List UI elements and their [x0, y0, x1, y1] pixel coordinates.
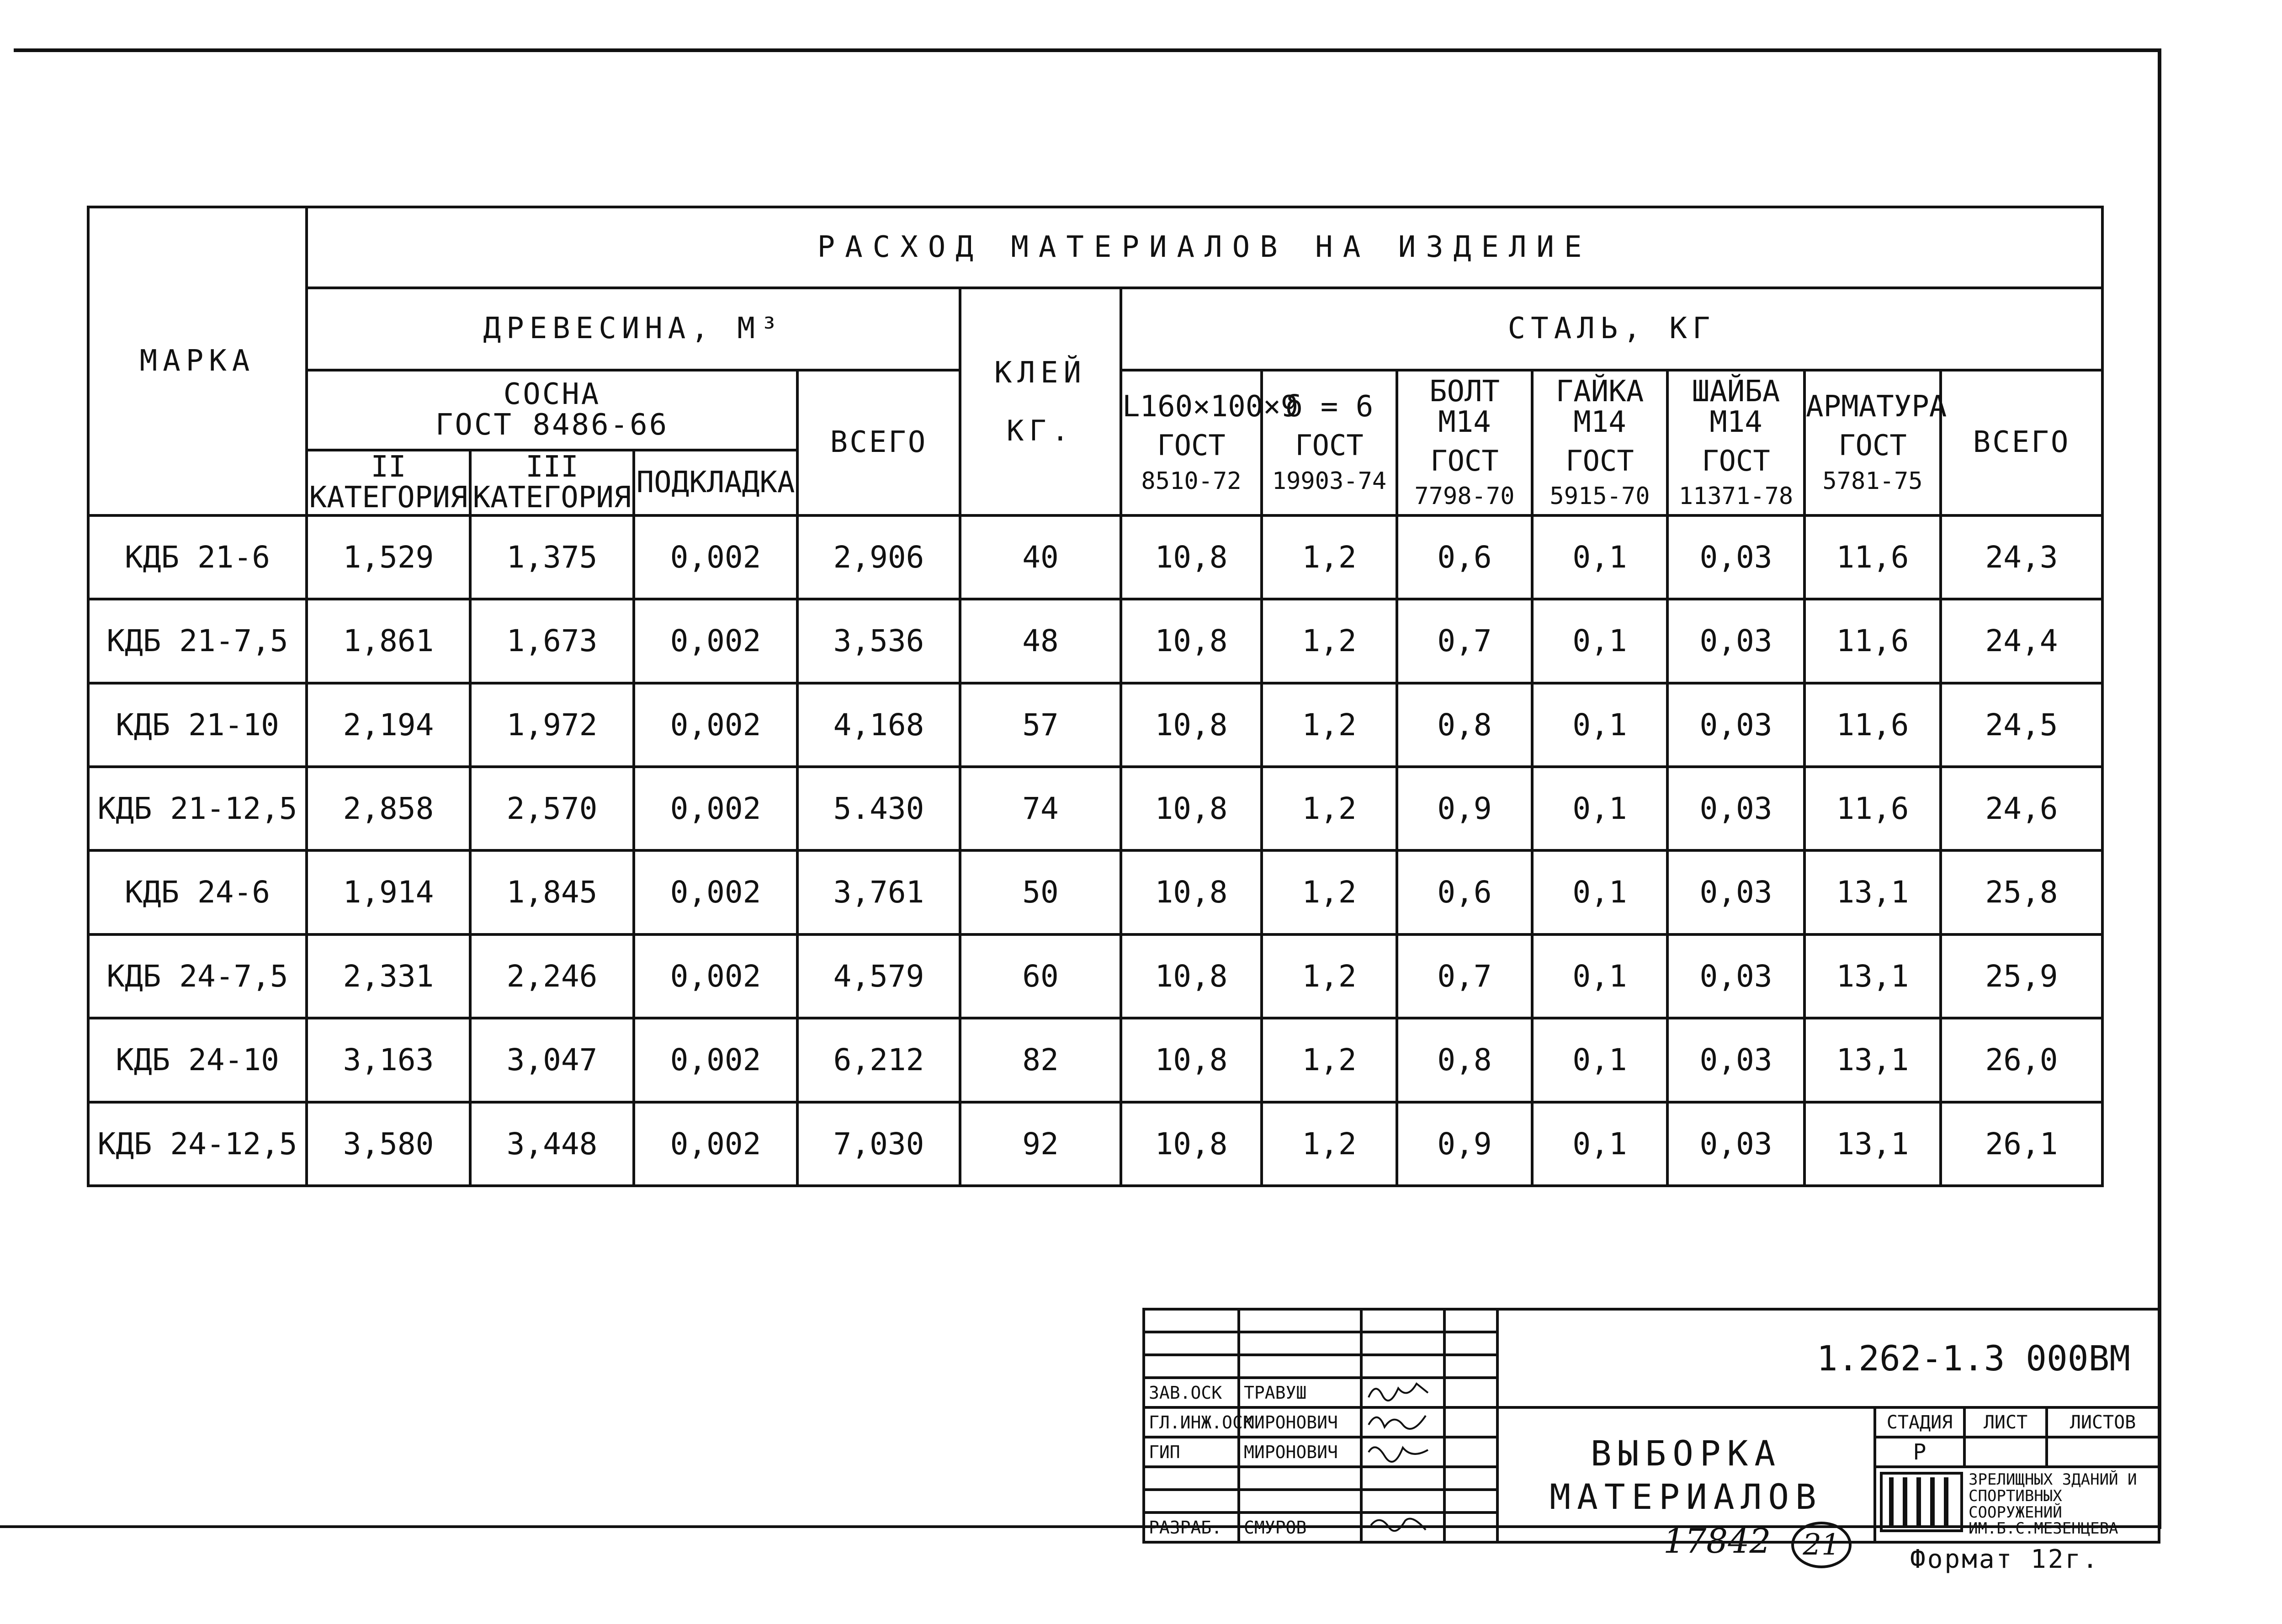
wood-col-cat3: III КАТЕГОРИЯ	[470, 450, 634, 515]
table-cell: 0,1	[1532, 934, 1667, 1018]
sheet-title: ВЫБОРКА МАТЕРИАЛОВ	[1497, 1407, 1875, 1542]
steel-col-std: ГОСТ	[1702, 444, 1770, 478]
table-cell: 1,2	[1262, 1018, 1397, 1102]
table-cell: 3,761	[797, 850, 960, 934]
table-cell: 0,002	[634, 850, 797, 934]
table-cell: 0,03	[1667, 599, 1804, 683]
signature-scribble	[1366, 1438, 1430, 1461]
table-cell: 1,529	[307, 515, 470, 599]
table-cell: 10,8	[1121, 767, 1262, 850]
table-cell: 0,03	[1667, 1102, 1804, 1186]
steel-col-angle	[1121, 370, 1299, 515]
table-cell: 1,2	[1262, 599, 1397, 683]
table-cell: 1,2	[1262, 850, 1397, 934]
wood-total-header: ВСЕГО	[797, 370, 960, 515]
signature-scribble	[1366, 1409, 1430, 1432]
table-cell: 2,331	[307, 934, 470, 1018]
table-cell: 26,0	[1941, 1018, 2102, 1102]
table-cell: 3,163	[307, 1018, 470, 1102]
table-cell: 1,845	[470, 850, 634, 934]
table-row	[88, 515, 2102, 599]
table-cell: 40	[960, 515, 1121, 599]
row-mark: КДБ 21-12,5	[88, 767, 307, 850]
table-cell: 10,8	[1121, 934, 1262, 1018]
table-cell: 3,536	[797, 599, 960, 683]
organization-logo	[1880, 1472, 1963, 1532]
table-cell: 1,2	[1262, 1102, 1397, 1186]
signature	[1361, 1513, 1444, 1542]
steel-col-washer	[1667, 370, 1804, 515]
table-cell: 1,375	[470, 515, 634, 599]
pine-title: СОСНА	[503, 377, 601, 411]
steel-total-header: ВСЕГО	[1941, 370, 2102, 515]
table-cell: 3,580	[307, 1102, 470, 1186]
frame-top-line	[14, 48, 2161, 52]
table-cell: 0,6	[1397, 850, 1532, 934]
table-cell: 2,906	[797, 515, 960, 599]
table-cell: 10,8	[1121, 1018, 1262, 1102]
table-cell: 0,1	[1532, 515, 1667, 599]
wood-group-header: ДРЕВЕСИНА, М³	[307, 288, 960, 370]
glue-header	[960, 288, 1121, 515]
main-title: РАСХОД МАТЕРИАЛОВ НА ИЗДЕЛИЕ	[307, 207, 2102, 288]
table-cell: 0,6	[1397, 515, 1532, 599]
table-cell: 10,8	[1121, 683, 1262, 767]
table-row	[88, 1102, 2102, 1186]
row-mark: КДБ 24-6	[88, 850, 307, 934]
table-cell: 25,8	[1941, 850, 2102, 934]
table-cell: 0,7	[1397, 599, 1532, 683]
table-cell: 0,1	[1532, 599, 1667, 683]
wood-col-cat2: II КАТЕГОРИЯ	[307, 450, 470, 515]
glue-label: КЛЕЙ	[994, 356, 1087, 390]
table-cell: 0,002	[634, 1102, 797, 1186]
row-mark: КДБ 24-10	[88, 1018, 307, 1102]
frame-right-line	[2158, 48, 2161, 1529]
document-code: 1.262-1.3 000ВМ	[1497, 1309, 2159, 1407]
page-number: 21	[1791, 1522, 1852, 1568]
table-cell: 0,1	[1532, 850, 1667, 934]
steel-col-rebar	[1804, 370, 1947, 515]
steel-col-num: 8510-72	[1141, 467, 1242, 495]
row-mark: КДБ 21-6	[88, 515, 307, 599]
table-cell: 0,03	[1667, 934, 1804, 1018]
stage-value: Р	[1875, 1437, 1964, 1467]
table-cell: 57	[960, 683, 1121, 767]
inventory-number: 17842	[1663, 1522, 1771, 1561]
table-cell: 50	[960, 850, 1121, 934]
steel-col-name: ГАЙКА М14	[1555, 374, 1644, 439]
table-cell: 11,6	[1804, 515, 1941, 599]
stage-label: СТАДИЯ	[1875, 1407, 1964, 1437]
table-cell: 25,9	[1941, 934, 2102, 1018]
table-cell: 26,1	[1941, 1102, 2102, 1186]
steel-col-std: ГОСТ	[1566, 444, 1634, 478]
table-cell: 0,1	[1532, 683, 1667, 767]
table-cell: 3,047	[470, 1018, 634, 1102]
steel-col-std: ГОСТ	[1295, 429, 1364, 462]
table-cell: 92	[960, 1102, 1121, 1186]
sheets-label: ЛИСТОВ	[2047, 1407, 2159, 1437]
table-cell: 13,1	[1804, 934, 1941, 1018]
steel-col-name: БОЛТ М14	[1429, 374, 1500, 439]
table-cell: 4,168	[797, 683, 960, 767]
person-name: МИРОНОВИЧ	[1239, 1407, 1361, 1437]
table-cell: 0,8	[1397, 683, 1532, 767]
table-cell: 0,03	[1667, 683, 1804, 767]
pine-standard: ГОСТ 8486-66	[435, 408, 669, 442]
steel-col-std: ГОСТ	[1430, 444, 1499, 478]
table-cell: 0,002	[634, 683, 797, 767]
table-cell: 13,1	[1804, 850, 1941, 934]
table-cell: 0,1	[1532, 1102, 1667, 1186]
row-mark: КДБ 24-7,5	[88, 934, 307, 1018]
table-cell: 0,03	[1667, 850, 1804, 934]
role-label: РАЗРАБ.	[1144, 1513, 1239, 1542]
format-label: Формат 12г.	[1910, 1544, 2100, 1574]
signature	[1361, 1378, 1444, 1407]
table-cell: 1,2	[1262, 515, 1397, 599]
steel-col-nut	[1532, 370, 1667, 515]
steel-col-name: ШАЙБА М14	[1692, 374, 1780, 439]
row-mark: КДБ 21-7,5	[88, 599, 307, 683]
steel-col-num: 7798-70	[1414, 483, 1515, 510]
table-cell: 3,448	[470, 1102, 634, 1186]
table-cell: 1,861	[307, 599, 470, 683]
table-row	[88, 683, 2102, 767]
table-cell: 48	[960, 599, 1121, 683]
steel-col-std: ГОСТ	[1838, 429, 1907, 462]
table-cell: 0,002	[634, 515, 797, 599]
table-cell: 0,1	[1532, 767, 1667, 850]
table-cell: 11,6	[1804, 599, 1941, 683]
table-cell: 0,9	[1397, 1102, 1532, 1186]
table-cell: 0,002	[634, 1018, 797, 1102]
signature-scribble	[1366, 1514, 1430, 1537]
role-label: ГИП	[1144, 1437, 1239, 1467]
table-cell: 1,972	[470, 683, 634, 767]
steel-col-name: АРМАТУРА	[1806, 390, 1947, 424]
table-cell: 0,9	[1397, 767, 1532, 850]
table-cell: 5.430	[797, 767, 960, 850]
table-cell: 4,579	[797, 934, 960, 1018]
table-cell: 0,1	[1532, 1018, 1667, 1102]
table-cell: 2,858	[307, 767, 470, 850]
table-cell: 0,002	[634, 934, 797, 1018]
table-cell: 7,030	[797, 1102, 960, 1186]
steel-col-num: 11371-78	[1678, 483, 1794, 510]
table-cell: 24,3	[1941, 515, 2102, 599]
table-cell: 10,8	[1121, 1102, 1262, 1186]
table-cell: 1,2	[1262, 934, 1397, 1018]
materials-table	[87, 206, 2104, 1187]
table-cell: 82	[960, 1018, 1121, 1102]
table-row	[88, 599, 2102, 683]
table-cell: 0,03	[1667, 515, 1804, 599]
table-row	[88, 850, 2102, 934]
role-label: ГЛ.ИНЖ.ОСК	[1144, 1407, 1239, 1437]
table-cell: 60	[960, 934, 1121, 1018]
table-cell: 2,570	[470, 767, 634, 850]
steel-col-num: 19903-74	[1272, 467, 1387, 495]
table-cell: 24,6	[1941, 767, 2102, 850]
sheet-label: ЛИСТ	[1964, 1407, 2047, 1437]
signature	[1361, 1407, 1444, 1437]
row-mark: КДБ 24-12,5	[88, 1102, 307, 1186]
table-cell: 11,6	[1804, 767, 1941, 850]
steel-group-header: СТАЛЬ, КГ	[1121, 288, 2102, 370]
steel-col-name: δ = 6	[1285, 390, 1374, 424]
steel-col-num: 5781-75	[1822, 467, 1923, 495]
table-cell: 1,914	[307, 850, 470, 934]
table-cell: 10,8	[1121, 515, 1262, 599]
table-cell: 13,1	[1804, 1102, 1941, 1186]
title-block	[1142, 1308, 2160, 1544]
table-cell: 0,8	[1397, 1018, 1532, 1102]
role-label: ЗАВ.ОСК	[1144, 1378, 1239, 1407]
wood-col-pad: ПОДКЛАДКА	[634, 450, 797, 515]
table-cell: 0,03	[1667, 1018, 1804, 1102]
table-cell: 10,8	[1121, 850, 1262, 934]
table-cell: 1,2	[1262, 683, 1397, 767]
table-row	[88, 1018, 2102, 1102]
organization-name: ЗРЕЛИЩНЫХ ЗДАНИЙ И СПОРТИВНЫХ СООРУЖЕНИЙ ИМ.Б.С.МЕЗЕНЦЕВА	[1969, 1470, 2137, 1538]
signature-scribble	[1366, 1379, 1430, 1402]
mark-header: МАРКА	[88, 207, 307, 515]
table-row	[88, 934, 2102, 1018]
table-cell: 0,7	[1397, 934, 1532, 1018]
table-cell: 0,002	[634, 599, 797, 683]
row-mark: КДБ 21-10	[88, 683, 307, 767]
table-cell: 13,1	[1804, 1018, 1941, 1102]
steel-col-num: 5915-70	[1550, 483, 1650, 510]
table-cell: 74	[960, 767, 1121, 850]
table-cell: 24,4	[1941, 599, 2102, 683]
table-cell: 2,246	[470, 934, 634, 1018]
pine-header	[307, 370, 797, 450]
table-cell: 24,5	[1941, 683, 2102, 767]
table-cell: 1,673	[470, 599, 634, 683]
person-name: МИРОНОВИЧ	[1239, 1437, 1361, 1467]
steel-col-std: ГОСТ	[1157, 429, 1226, 462]
steel-col-name: L160×100×9	[1122, 390, 1299, 424]
table-cell: 0,03	[1667, 767, 1804, 850]
table-cell: 6,212	[797, 1018, 960, 1102]
steel-col-bolt	[1397, 370, 1532, 515]
table-cell: 10,8	[1121, 599, 1262, 683]
table-cell: 2,194	[307, 683, 470, 767]
glue-unit: КГ.	[1007, 414, 1074, 448]
person-name: ТРАВУШ	[1239, 1378, 1361, 1407]
table-cell: 0,002	[634, 767, 797, 850]
signature	[1361, 1437, 1444, 1467]
person-name: СМУРОВ	[1239, 1513, 1361, 1542]
organization-block	[1875, 1467, 2159, 1542]
table-row	[88, 767, 2102, 850]
table-cell: 11,6	[1804, 683, 1941, 767]
table-cell: 1,2	[1262, 767, 1397, 850]
